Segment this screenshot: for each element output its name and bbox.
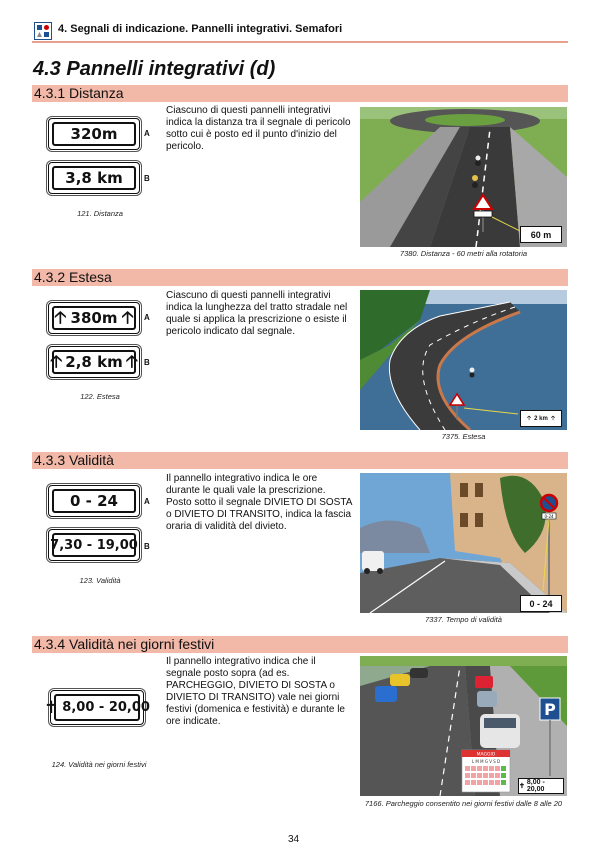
section-paragraph: Il pannello integrativo indica che il segnale posto sopra (ad es. PARCHEGGIO, DIVIETO DI SOSTA o DIVIETO DI TRANSITO) vale nei giorni festivi (domenica e festività) e durante le ore indicate. — [166, 656, 345, 727]
page-number: 34 — [288, 834, 300, 845]
arrow-up-icon: 🡡 — [50, 351, 63, 372]
photo-parking-street — [360, 656, 567, 796]
parking-sign-letter: P — [544, 700, 556, 719]
sign-validita-a: 0 - 24 — [48, 485, 140, 517]
chapter-icon — [34, 22, 52, 40]
header-rule — [32, 41, 568, 43]
figure-caption: 123. Validità — [79, 576, 121, 585]
photo-caption: 7380. Distanza - 60 metri alla rotatoria — [399, 249, 528, 258]
sign-label: B — [144, 542, 150, 551]
page-title: 4.3 Pannelli integrativi (d) — [33, 58, 276, 80]
photo-overlay-sign: ✝ 8,00 - 20,00 — [518, 778, 564, 794]
chapter-header: 4. Segnali di indicazione. Pannelli integrativi. Semafori — [58, 23, 343, 35]
sign-label: A — [144, 497, 150, 506]
calendar-month: MAGGIO — [476, 752, 496, 758]
cross-icon: ✝ — [519, 783, 525, 790]
sign-label: B — [144, 174, 150, 183]
figure-caption: 121. Distanza — [77, 209, 123, 218]
sign-festivi: ✝ 8,00 - 20,00 — [50, 690, 144, 725]
arrow-up-icon: 🡡 — [550, 415, 556, 422]
sign-validita-b: 7,30 - 19,00 — [48, 529, 140, 561]
arrow-up-icon: 🡡 — [125, 351, 138, 372]
sign-estesa-a: 🡡 380m 🡡 — [48, 302, 140, 334]
photo-caption: 7337. Tempo di validità — [425, 615, 502, 624]
sign-distanza-a: 320m — [48, 118, 140, 150]
photo-town-street — [360, 473, 567, 613]
section-title-distanza: 4.3.1 Distanza — [32, 85, 568, 102]
photo-sign-text: 0-24 — [544, 514, 554, 519]
arrow-up-icon: 🡡 — [121, 307, 134, 328]
photo-lakeside-road — [360, 290, 567, 430]
section-paragraph: Il pannello integrativo indica le ore durante le quali vale la prescrizione. Posto sotto il segnale DIVIETO DI SOSTA o DIVIETO DI TRANSITO, indica la fascia oraria di validità del divieto. — [166, 473, 352, 532]
section-title-estesa: 4.3.2 Estesa — [32, 269, 568, 286]
photo-overlay-sign: 🡡 2 km 🡡 — [520, 410, 562, 427]
section-title-festivi: 4.3.4 Validità nei giorni festivi — [32, 636, 568, 653]
photo-overlay-sign: 0 - 24 — [520, 595, 562, 612]
sign-distanza-b: 3,8 km — [48, 162, 140, 194]
section-paragraph: Ciascuno di questi pannelli integrativi indica la distanza tra il segnale di pericolo sotto cui è posto ed il punto d'inizio del pericolo. — [166, 105, 351, 152]
arrow-up-icon: 🡡 — [526, 415, 532, 422]
figure-caption: 122. Estesa — [80, 392, 120, 401]
sign-label: A — [144, 313, 150, 322]
calendar-days: L M M G V S D — [471, 759, 501, 764]
photo-caption: 7375. Estesa — [441, 432, 486, 441]
sign-label: A — [144, 129, 150, 138]
photo-overlay-sign: 60 m — [520, 226, 562, 243]
section-paragraph: Ciascuno di questi pannelli integrativi indica la lunghezza del tratto stradale nel quale si applica la prescrizione o esiste il pericolo indicato dal segnale. — [166, 290, 348, 337]
section-title-validita: 4.3.3 Validità — [32, 452, 568, 469]
sign-estesa-b: 🡡 2,8 km 🡡 — [48, 346, 140, 378]
sign-label: B — [144, 358, 150, 367]
figure-caption: 124. Validità nei giorni festivi — [51, 760, 147, 769]
photo-caption: 7166. Parcheggio consentito nei giorni festivi dalle 8 alle 20 — [364, 799, 563, 808]
cross-icon: ✝ — [44, 697, 59, 718]
arrow-up-icon: 🡡 — [54, 307, 67, 328]
